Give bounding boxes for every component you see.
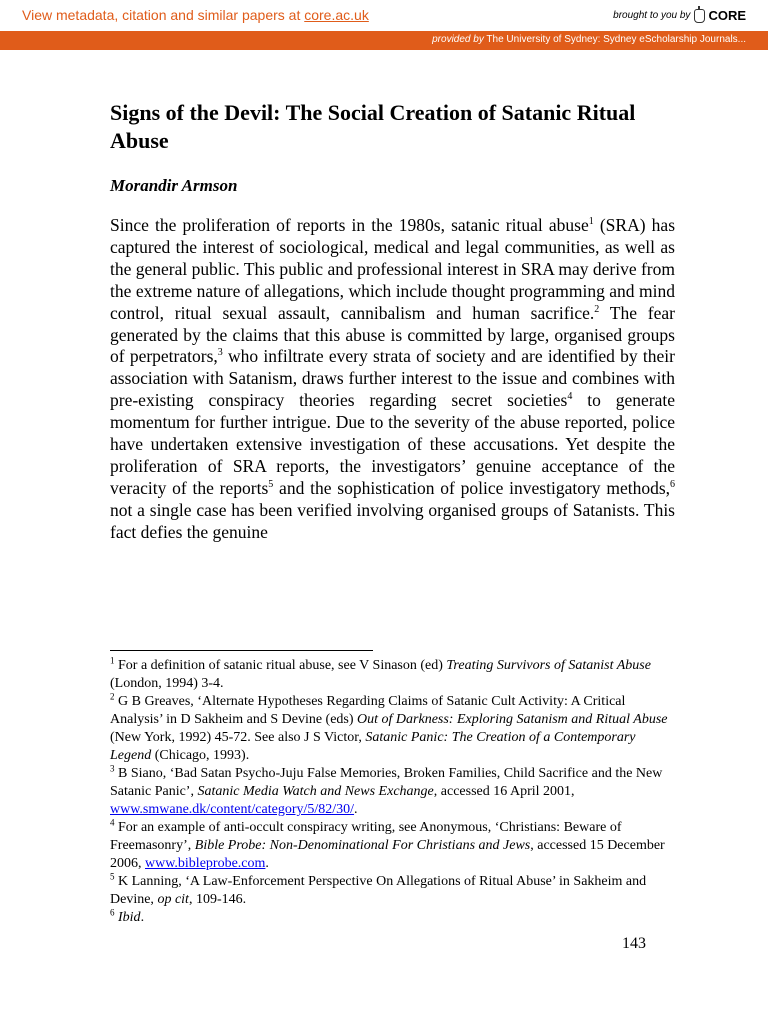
footnote-3-title: Satanic Media Watch and News Exchange bbox=[197, 784, 434, 799]
body-text-2: (SRA) has captured the interest of sociological, medical and legal communities, as well as the general public. This public and professional interest in SRA may derive from the extreme nature of allegations, which include thought programming and mind control, ritual sexual assault, cannibalism and human sacrifice. bbox=[110, 215, 675, 323]
provided-by-bar bbox=[0, 31, 768, 50]
article-body bbox=[110, 215, 675, 544]
footnote-2-middle: (New York, 1992) 45-72. See also J S Victor, bbox=[110, 730, 366, 745]
footnote-2-tail: (Chicago, 1993). bbox=[151, 748, 250, 763]
provided-by-label: provided by bbox=[432, 34, 484, 45]
footnote-6 bbox=[110, 909, 675, 927]
provided-by-text[interactable] bbox=[432, 34, 746, 45]
footnote-1 bbox=[110, 657, 675, 693]
footnote-ref-2[interactable]: 2 bbox=[594, 303, 600, 315]
footnote-5-title: op cit bbox=[157, 892, 189, 907]
metadata-prefix: View metadata, citation and similar papers at bbox=[22, 7, 305, 23]
footnote-6-tail: . bbox=[140, 910, 145, 925]
brought-by bbox=[613, 8, 746, 23]
body-text-5: to generate momentum for further intrigue. Due to the severity of the abuse reported, police have undertaken extensive investigation of these accusations. Yet despite the proliferation of SRA reports, the investigators’ genuine acceptance of the veracity of the reports bbox=[110, 390, 675, 498]
footnote-5-tail: , 109-146. bbox=[188, 892, 247, 907]
footnote-1-title: Treating Survivors of Satanist Abuse bbox=[446, 658, 651, 673]
core-ac-uk-link[interactable]: core.ac.uk bbox=[304, 7, 369, 23]
provider-name: The University of Sydney: Sydney eScholarship Journals... bbox=[483, 34, 746, 45]
footnote-4-text: For an example of anti-occult conspiracy writing, see Anonymous, ‘Christians: Beware of Freemasonry’, bbox=[110, 820, 622, 853]
footnote-ref-4[interactable]: 4 bbox=[567, 391, 573, 403]
footnote-3 bbox=[110, 765, 675, 819]
footnote-4-number: 4 bbox=[110, 817, 115, 828]
footnote-2-number: 2 bbox=[110, 691, 115, 702]
footnote-3-link[interactable]: www.smwane.dk/content/category/5/82/30/ bbox=[110, 802, 355, 817]
footnotes bbox=[110, 657, 675, 927]
article-author: Morandir Armson bbox=[110, 176, 238, 195]
footnote-4-middle: , accessed 15 December 2006, bbox=[110, 838, 665, 871]
body-text-7: not a single case has been verified involving organised groups of Satanists. This fact defies the genuine bbox=[110, 499, 675, 542]
footnote-4-tail: . bbox=[265, 856, 269, 871]
footnote-6-number: 6 bbox=[110, 907, 115, 918]
core-logo-label: CORE bbox=[708, 8, 746, 23]
footnote-2 bbox=[110, 693, 675, 765]
footnote-3-middle: , accessed 16 April 2001, bbox=[433, 784, 575, 799]
footnote-5-text: K Lanning, ‘A Law-Enforcement Perspective On Allegations of Ritual Abuse’ in Sakheim and Devine, bbox=[110, 874, 647, 907]
footnote-5 bbox=[110, 873, 675, 909]
footnote-2-text: G B Greaves, ‘Alternate Hypotheses Regarding Claims of Satanic Cult Activity: A Critical Analysis’ in D Sakheim and S Devine (eds) bbox=[110, 694, 626, 727]
footnote-ref-3[interactable]: 3 bbox=[217, 347, 223, 359]
brought-by-label: brought to you by bbox=[613, 10, 691, 21]
footnote-ref-5[interactable]: 5 bbox=[268, 479, 274, 491]
footnote-ref-6[interactable]: 6 bbox=[670, 479, 676, 491]
core-logo[interactable] bbox=[694, 8, 746, 23]
footnote-3-text: B Siano, ‘Bad Satan Psycho-Juju False Memories, Broken Families, Child Sacrifice and the New Satanic Panic’, bbox=[110, 766, 663, 799]
body-text-4: who infiltrate every strata of society and are identified by their association with Satanism, draws further interest to the issue and combines with pre-existing conspiracy theories regarding secret societies bbox=[110, 346, 675, 411]
footnote-4 bbox=[110, 819, 675, 873]
article-title: Signs of the Devil: The Social Creation of Satanic Ritual Abuse bbox=[110, 100, 636, 153]
core-apple-icon bbox=[694, 9, 705, 23]
footnote-5-number: 5 bbox=[110, 871, 115, 882]
metadata-link[interactable] bbox=[22, 7, 369, 23]
footnote-4-title: Bible Probe: Non-Denominational For Christians and Jews bbox=[194, 838, 531, 853]
body-text-3: The fear generated by the claims that this abuse is committed by large, organised groups of perpetrators, bbox=[110, 302, 675, 367]
core-banner bbox=[0, 0, 768, 32]
body-text-1: Since the proliferation of reports in the 1980s, satanic ritual abuse bbox=[110, 215, 589, 235]
footnote-1-text: For a definition of satanic ritual abuse, see V Sinason (ed) bbox=[114, 658, 447, 673]
footnote-3-tail: . bbox=[354, 802, 358, 817]
footnote-3-number: 3 bbox=[110, 763, 115, 774]
footnote-ref-1[interactable]: 1 bbox=[588, 216, 594, 228]
body-text-6: and the sophistication of police investigatory methods, bbox=[273, 477, 671, 498]
footnote-1-number: 1 bbox=[110, 655, 115, 666]
footnote-4-link[interactable]: www.bibleprobe.com bbox=[145, 856, 266, 871]
footnote-2-title: Out of Darkness: Exploring Satanism and Ritual Abuse bbox=[357, 712, 668, 727]
footnote-divider bbox=[110, 650, 373, 651]
page-number: 143 bbox=[622, 935, 646, 952]
footnote-1-tail: (London, 1994) 3-4. bbox=[110, 676, 224, 691]
footnote-6-title: Ibid bbox=[114, 910, 141, 925]
footnote-2-title-2: Satanic Panic: The Creation of a Contemporary Legend bbox=[110, 730, 636, 763]
